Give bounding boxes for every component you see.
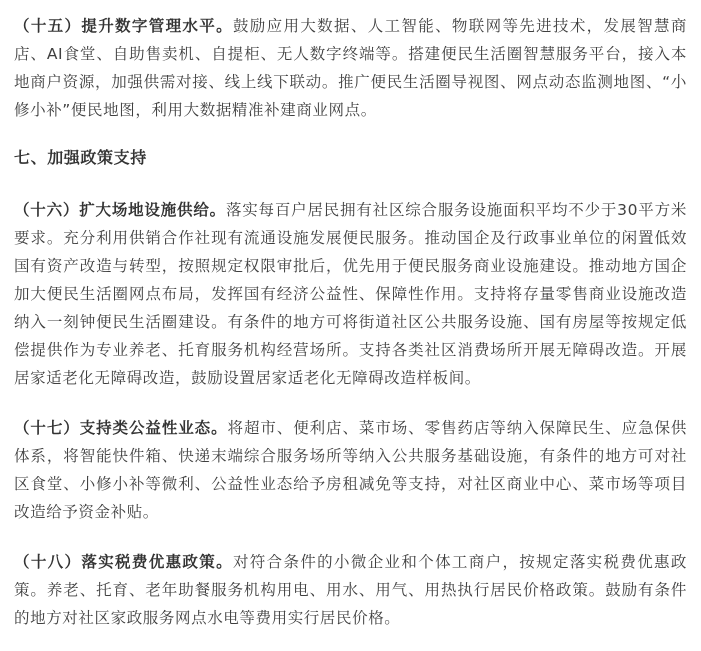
paragraph-18-heading: 落实税费优惠政策。 [81,553,233,571]
paragraph-16 [14,196,687,392]
paragraph-15 [14,12,687,124]
section-7-heading: 七、加强政策支持 [14,148,147,167]
paragraph-15-body: 鼓励应用大数据、人工智能、物联网等先进技术，发展智慧商店、AI食堂、自助售卖机、自提柜、无人数字终端等。搭建便民生活圈智慧服务平台，接入本地商户资源，加强供需对接、线上线下联动。推广便民生活圈导视图、网点动态监测地图、“小修小补”便民地图，利用大数据精准补建商业网点。 [14,17,687,119]
paragraph-17-heading: 支持类公益性业态。 [79,419,228,437]
paragraph-15-heading: 提升数字管理水平。 [81,17,233,35]
paragraph-15-number: （十五） [14,17,82,35]
paragraph-17 [14,414,687,526]
paragraph-18-body: 对符合条件的小微企业和个体工商户，按规定落实税费优惠政策。养老、托育、老年助餐服务机构用电、用水、用气、用热执行居民价格政策。鼓励有条件的地方对社区家政服务网点水电等费用实行居民价格。 [14,553,687,627]
paragraph-16-heading: 扩大场地设施供给。 [79,201,226,219]
paragraph-17-body: 将超市、便利店、菜市场、零售药店等纳入保障民生、应急保供体系，将智能快件箱、快递末端综合服务场所等纳入公共服务基础设施，有条件的地方可对社区食堂、小修小补等微利、公益性业态给予房租减免等支持，对社区商业中心、菜市场等项目改造给予资金补贴。 [14,419,688,521]
paragraph-18-number: （十八） [14,553,82,571]
paragraph-17-number: （十七） [14,419,80,437]
paragraph-16-number: （十六） [14,201,80,219]
paragraph-16-body: 落实每百户居民拥有社区综合服务设施面积平均不少于30平方米要求。充分利用供销合作社现有流通设施发展便民服务。推动国企及行政事业单位的闲置低效国有资产改造与转型，按照规定权限审批后，优先用于便民服务商业设施建设。推动地方国企加大便民生活圈网点布局，发挥国有经济公益性、保障性作用。支持将存量零售商业设施改造纳入一刻钟便民生活圈建设。有条件的地方可将街道社区公共服务设施、国有房屋等按规定低偿提供作为专业养老、托育服务机构经营场所。支持各类社区消费场所开展无障碍改造。开展居家适老化无障碍改造，鼓励设置居家适老化无障碍改造样板间。 [14,201,688,387]
paragraph-18 [14,548,687,632]
